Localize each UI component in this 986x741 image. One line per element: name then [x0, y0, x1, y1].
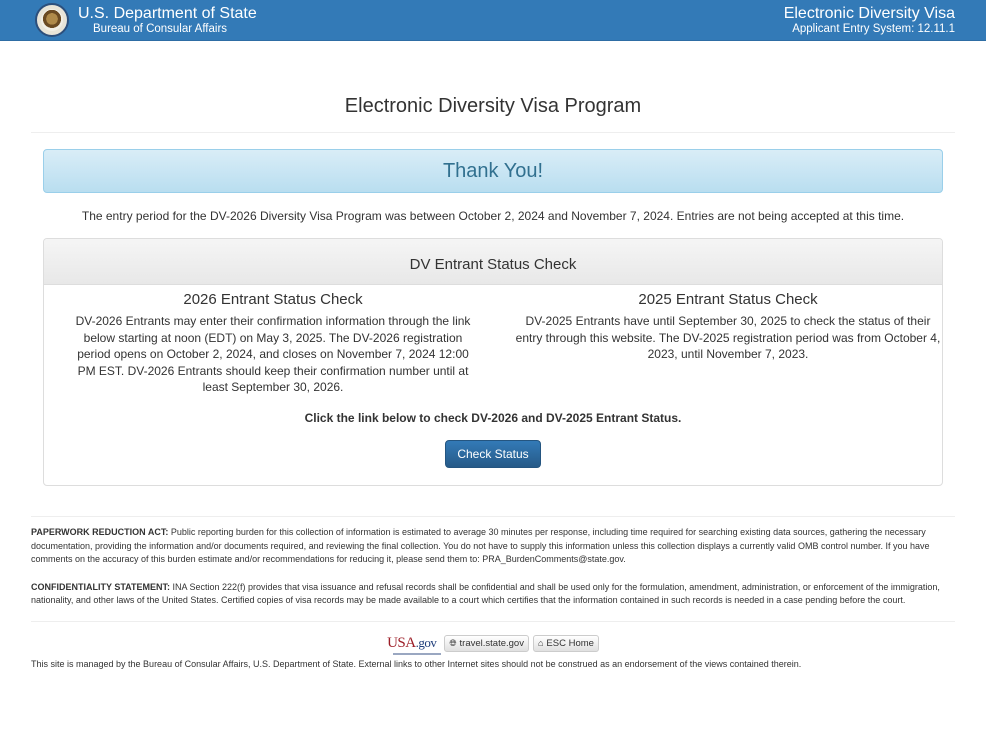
managed-by-note: This site is managed by the Bureau of Consular Affairs, U.S. Department of State. External links to other Internet sites should not be construed as an endorsement of the views contained therein.: [31, 658, 802, 669]
top-banner: [0, 0, 986, 41]
esc-home-link[interactable]: [533, 635, 599, 652]
divider: [31, 132, 955, 133]
status-2025-title: 2025 Entrant Status Check: [638, 291, 818, 308]
system-title: Electronic Diversity Visa: [783, 4, 955, 22]
status-check-panel: [43, 238, 943, 486]
esc-home-label: ESC Home: [546, 637, 594, 649]
system-info: [784, 5, 955, 36]
status-2026-body: DV-2026 Entrants may enter their confirmation information through the link below starting at noon (EDT) on May 3, 2025. The DV-2026 registration period opens on October 2, 2024, and closes on November 7, 2024 12:00 PM EST. DV-2026 Entrants should keep their confirmation number until at least September 30, 2026.: [75, 314, 471, 394]
status-2025-column: [502, 291, 942, 396]
button-wrap: [44, 440, 942, 468]
divider: [31, 621, 955, 622]
check-status-button[interactable]: Check Status: [445, 440, 540, 468]
thank-you-alert: Thank You!: [43, 149, 943, 193]
footer: [0, 635, 986, 669]
page-title: Electronic Diversity Visa Program: [344, 95, 642, 117]
usagov-logo-link[interactable]: [387, 635, 436, 651]
brand: [35, 3, 257, 37]
divider: [31, 516, 955, 517]
eagle-seal-icon: [41, 9, 63, 31]
travel-state-gov-link[interactable]: [444, 635, 529, 652]
panel-heading: DV Entrant Status Check: [44, 239, 942, 285]
confidentiality-label: CONFIDENTIALITY STATEMENT:: [31, 581, 170, 592]
home-icon: ⌂: [537, 638, 544, 648]
paperwork-text: Public reporting burden for this collection of information is estimated to average 30 minutes per response, including time required for searching existing data sources, gathering the necessary documentation, providing the information and/or documents required, and reviewing the final collection. You do not have to supply this information unless this collection displays a currently valid OMB control number. If you have comments on the accuracy of this burden estimate and/or recommendations for reducing it, please send them to: PRA_BurdenComments@state.gov.: [31, 527, 930, 564]
legal-notices: [0, 526, 986, 608]
travel-state-gov-label: travel.state.gov: [459, 637, 524, 649]
status-2026-column: [44, 291, 502, 396]
entry-period-note: The entry period for the DV-2026 Diversity Visa Program was between October 2, 2024 and November 7, 2024. Entries are not being accepted at this time.: [81, 209, 905, 223]
paperwork-label: PAPERWORK REDUCTION ACT:: [31, 527, 169, 537]
confidentiality-text: INA Section 222(f) provides that visa issuance and refusal records shall be confidential and shall be used only for the formulation, amendment, administration, or enforcement of the immigration, nationality, and other laws of the United States. Certified copies of visa records may be made available to a court which certifies that the information contained in such records is needed in a case pending before the court.: [31, 581, 940, 605]
brand-text: [78, 5, 257, 36]
paperwork-reduction-act: [31, 526, 955, 567]
department-name: U.S. Department of State: [78, 4, 257, 22]
globe-icon: 🌐︎: [449, 637, 457, 648]
status-columns: [44, 285, 942, 396]
main-content: [0, 149, 986, 486]
usagov-usa: USA: [387, 635, 416, 651]
status-2026-title: 2026 Entrant Status Check: [183, 291, 363, 308]
footer-links: [0, 635, 986, 652]
bureau-name: Bureau of Consular Affairs: [93, 22, 228, 35]
usagov-tagline-bar: [393, 653, 441, 655]
usagov-gov: .gov: [415, 635, 437, 650]
confidentiality-statement: [31, 581, 955, 608]
status-2025-body: DV-2025 Entrants have until September 30, 2025 to check the status of their entry through this website. The DV-2025 registration period was from October 4, 2023, until November 7, 2023.: [515, 314, 941, 361]
department-seal-logo: [35, 3, 69, 37]
check-status-instruction: Click the link below to check DV-2026 and DV-2025 Entrant Status.: [304, 410, 682, 425]
system-version: Applicant Entry System: 12.11.1: [792, 22, 955, 35]
